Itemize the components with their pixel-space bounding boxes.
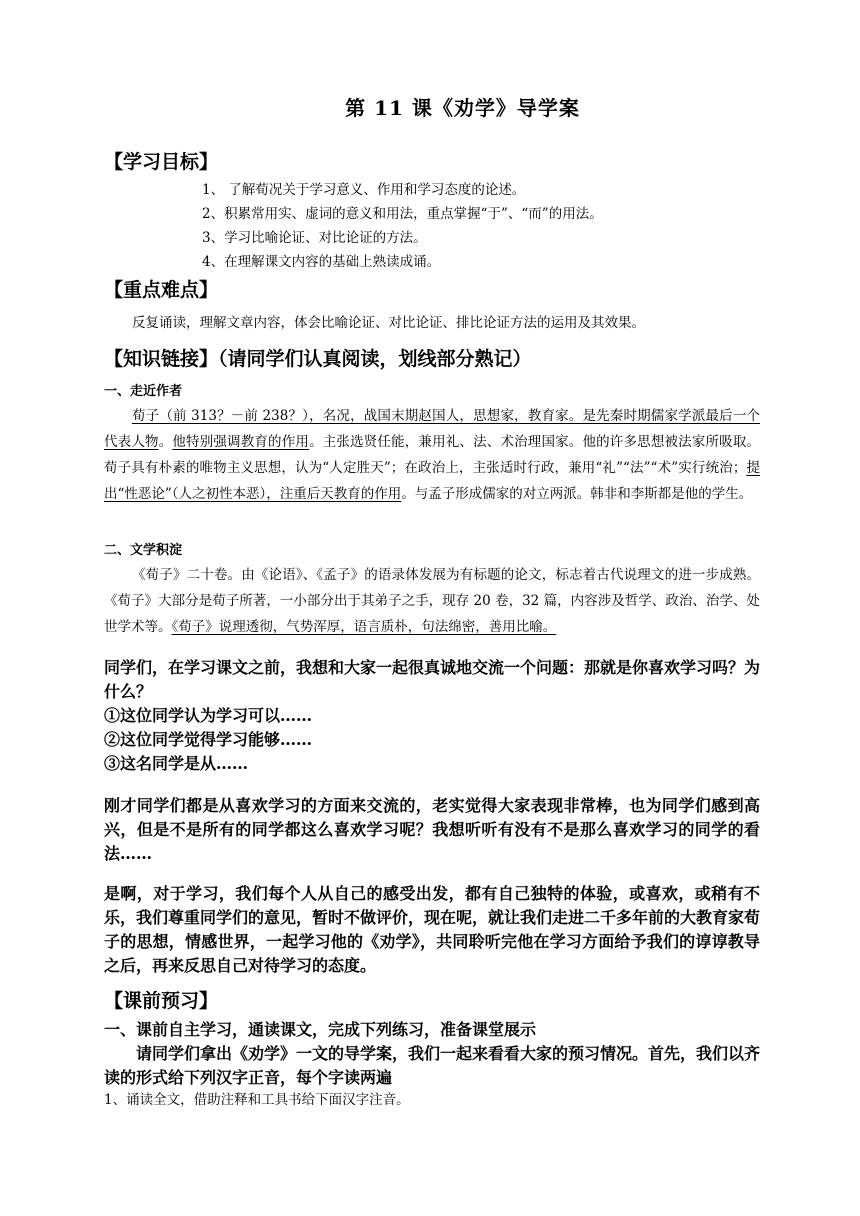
text: 。 [158, 434, 173, 450]
key-points-text: 反复诵读，理解文章内容，体会比喻论证、对比论证、排比论证方法的运用及其效果。 [132, 315, 645, 331]
goal-item: 4、在理解课文内容的基础上熟读成诵。 [202, 254, 441, 270]
preview-paragraph: 请同学们拿出《劝学》一文的导学案，我们一起来看看大家的预习情况。首先，我们以齐读的形式给下列汉字正音，每个字读两遍 [104, 1044, 761, 1087]
underlined-text: 荀子（前 313？－前 238？），名况，战国末期赵国人，思想家，教育家。是先秦时期儒家学派最后一个代表人物 [104, 408, 760, 450]
literature-heading: 二、文学积淀 [104, 543, 183, 558]
goals-list [202, 178, 603, 274]
discussion-intro: 同学们，在学习课文之前，我想和大家一起很真诚地交流一个问题：那就是你喜欢学习吗？为什么？ [104, 658, 761, 701]
discussion-item: ①这位同学认为学习可以…… [104, 706, 313, 725]
goals-heading: 【学习目标】 [104, 151, 219, 173]
discussion-paragraph: 刚才同学们都是从喜欢学习的方面来交流的，老实觉得大家表现非常棒，也为同学们感到高兴，但是不是所有的同学都这么喜欢学习呢？我想听听有没有不是那么喜欢学习的同学的看法…… [104, 796, 760, 863]
goal-item: 1、 了解荀况关于学习意义、作用和学习态度的论述。 [202, 182, 526, 198]
goal-item: 2、积累常用实、虚词的意义和用法，重点掌握“于”、“而”的用法。 [202, 206, 603, 222]
goal-item: 3、学习比喻论证、对比论证的方法。 [202, 230, 427, 246]
literature-paragraph [104, 562, 760, 640]
underlined-text: 提出“性恶论”（人之初性本恶），注重后天教育的作用 [104, 460, 761, 502]
knowledge-link-heading: 【知识链接】（请同学们认真阅读，划线部分熟记） [104, 348, 532, 370]
discussion-paragraph: 是啊，对于学习，我们每个人从自己的感受出发，都有自己独特的体验，或喜欢，或稍有不乐，我们尊重同学们的意见，暂时不做评价，现在呢，就让我们走进二千多年前的大教育家荀子的思想，情感世界，一起学习他的《劝学》，共同聆听完他在学习方面给予我们的谆谆教导之后，再来反思自己对待学习的态度。 [104, 884, 761, 975]
preview-heading: 【课前预习】 [104, 990, 219, 1012]
page-title: 第 11 课《劝学》导学案 [345, 96, 580, 120]
discussion-item: ②这位同学觉得学习能够…… [104, 730, 313, 749]
underlined-text: 他特别强调教育的作用 [172, 434, 310, 450]
preview-subheading: 一、课前自主学习，通读课文，完成下列练习，准备课堂展示 [104, 1020, 537, 1039]
text: 《荀子》二十卷。由《论语》、《孟子》的语录体发展为有标题的论文，标志着古代说理文的进一步成熟。《荀子》大部分是荀子所著，一小部分出于其弟子之手，现存 20 卷，32 篇，内容涉及哲学、政治、治学、处世学术等。 [104, 567, 760, 635]
text: 。主张选贤任能，兼用礼、法、术治理国家。他的许多思想被法家所吸取。荀子具有朴素的唯物主义思想，认为“人定胜天”；在政治上，主张适时行政，兼用“礼”“法”“术”实行统治； [104, 434, 761, 476]
key-points-heading: 【重点难点】 [104, 279, 219, 301]
discussion-item: ③这名同学是从…… [104, 754, 249, 773]
preview-item: 1、诵读全文，借助注释和工具书给下面汉字注音。 [104, 1092, 410, 1108]
text: 。与孟子形成儒家的对立两派。韩非和李斯都是他的学生。 [401, 486, 753, 502]
author-paragraph [104, 403, 760, 507]
author-heading: 一、走近作者 [104, 384, 183, 399]
underlined-text: 《荀子》说理透彻，气势浑厚，语言质朴，句法绵密，善用比喻。 [171, 619, 557, 635]
